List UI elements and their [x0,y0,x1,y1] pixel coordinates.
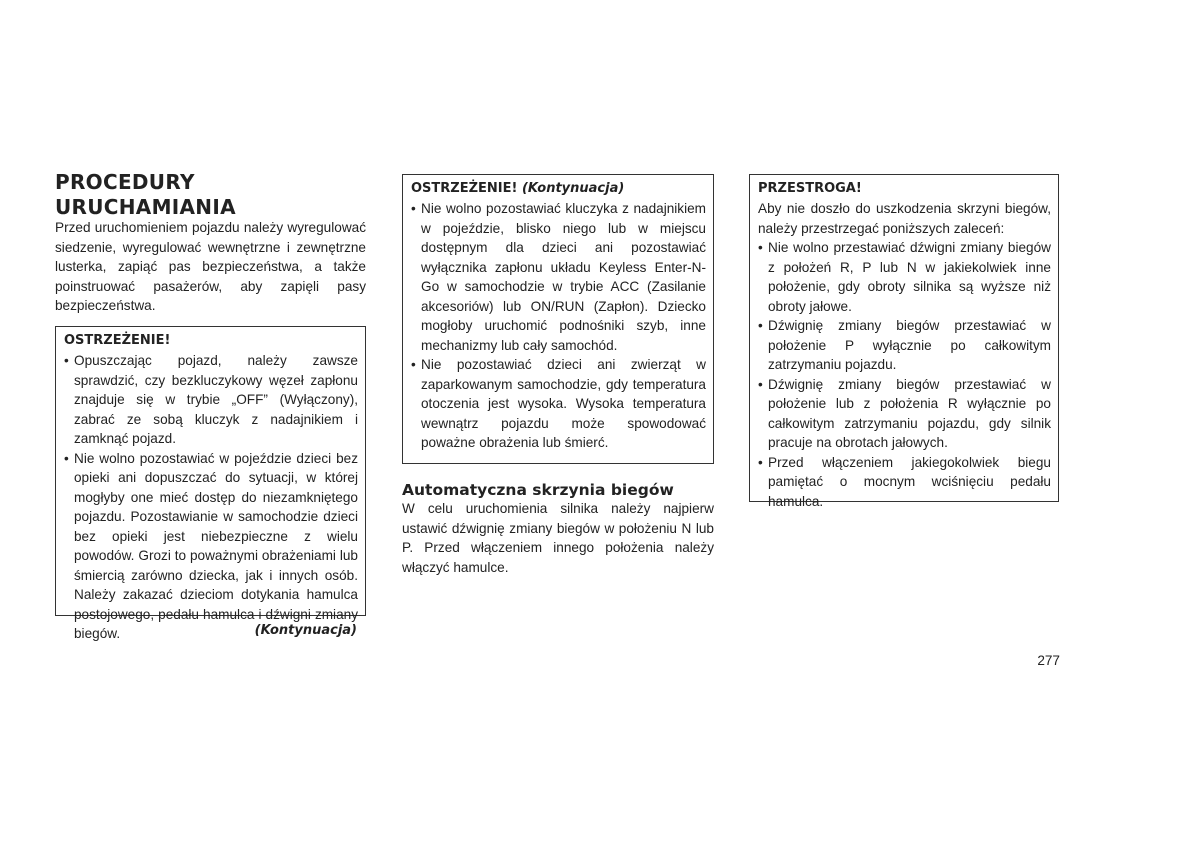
caution-title: PRZESTROGA! [758,181,862,196]
section-heading [55,170,375,220]
warning-continued-title [411,179,706,198]
caution-box [749,174,1059,509]
page-number: 277 [1037,653,1060,668]
warning-continued-item: • Nie pozostawiać dzieci ani zwierząt w zaparkowanym samochodzie, gdy temperatura otoczenia jest wysoka. Wysoka temperatura wewnątrz pojazdu może spowodować poważne obrażenia lub śmierć. [411,355,706,453]
auto-transmission-text: W celu uruchomienia silnika należy najpierw ustawić dźwignię zmiany biegów w położeniu N lub P. Przed włączeniem innego położenia należy włączyć hamulce. [402,501,714,575]
warning-continued-box [402,174,714,464]
warning-continued-title-text: OSTRZEŻENIE! [411,181,518,196]
warning-title: OSTRZEŻENIE! [64,333,171,348]
caution-item: • Dźwignię zmiany biegów przestawiać w położenie P wyłącznie po całkowitym zatrzymaniu pojazdu. [758,316,1051,375]
warning-list [64,351,358,644]
continued-label: (Kontynuacja) [254,623,357,638]
warning-continued-suffix: (Kontynuacja) [521,181,625,196]
caution-intro: Aby nie doszło do uszkodzenia skrzyni biegów, należy przestrzegać poniższych zaleceń: [758,201,1051,236]
caution-item: • Przed włączeniem jakiegokolwiek biegu pamiętać o mocnym wciśnięciu pedału hamulca. [758,453,1051,512]
warning-item: • Nie wolno pozostawiać w pojeździe dzieci bez opieki ani dopuszczać do sytuacji, w której mogłyby one mieć dostęp do niezamkniętego pojazdu. Pozostawianie w samochodzie dzieci bez opieki jest niebezpieczne z wielu powodów. Grozi to poważnymi obrażeniami lub śmiercią zarówno dziecka, jak i innych osób. Należy zakazać dzieciom dotykania hamulca postojowego, pedału hamulca i dźwigni zmiany biegów. [64,449,358,644]
section-heading-line2: URUCHAMIANIA [55,195,236,219]
warning-item: • Opuszczając pojazd, należy zawsze sprawdzić, czy bezkluczykowy węzeł zapłonu znajduje się w trybie „OFF” (Wyłączony), zabrać ze sobą kluczyk z nadajnikiem i zamknąć pojazd. [64,351,358,449]
warning-continued-item: • Nie wolno pozostawiać kluczyka z nadajnikiem w pojeździe, blisko niego lub w miejscu dostępnym dla dzieci ani pozostawiać wyłącznika zapłonu układu Keyless Enter-N-Go w samochodzie w trybie ACC (Zasilanie akcesoriów) lub ON/RUN (Zapłon). Dziecko mogłoby uruchomić podnośniki szyb, inne mechanizmy lub cały samochód. [411,199,706,355]
caution-list [758,238,1051,511]
section-heading-line1: PROCEDURY [55,170,195,194]
section-intro: Przed uruchomieniem pojazdu należy wyregulować siedzenie, wyregulować wewnętrzne i zewnętrzne lusterka, zapiąć pas bezpieczeństwa, a także poinstruować pasażerów, aby zapięli pasy bezpieczeństwa. [55,220,366,313]
warning-continued-list [411,199,706,453]
caution-item: • Nie wolno przestawiać dźwigni zmiany biegów z położeń R, P lub N w jakiekolwiek inne położenie, gdy obroty silnika są wyższe niż obroty jałowe. [758,238,1051,316]
auto-transmission-heading: Automatyczna skrzynia biegów [402,481,674,499]
caution-item: • Dźwignię zmiany biegów przestawiać w położenie lub z położenia R wyłącznie po całkowitym zatrzymaniu pojazdu, gdy silnik pracuje na obrotach jałowych. [758,375,1051,453]
